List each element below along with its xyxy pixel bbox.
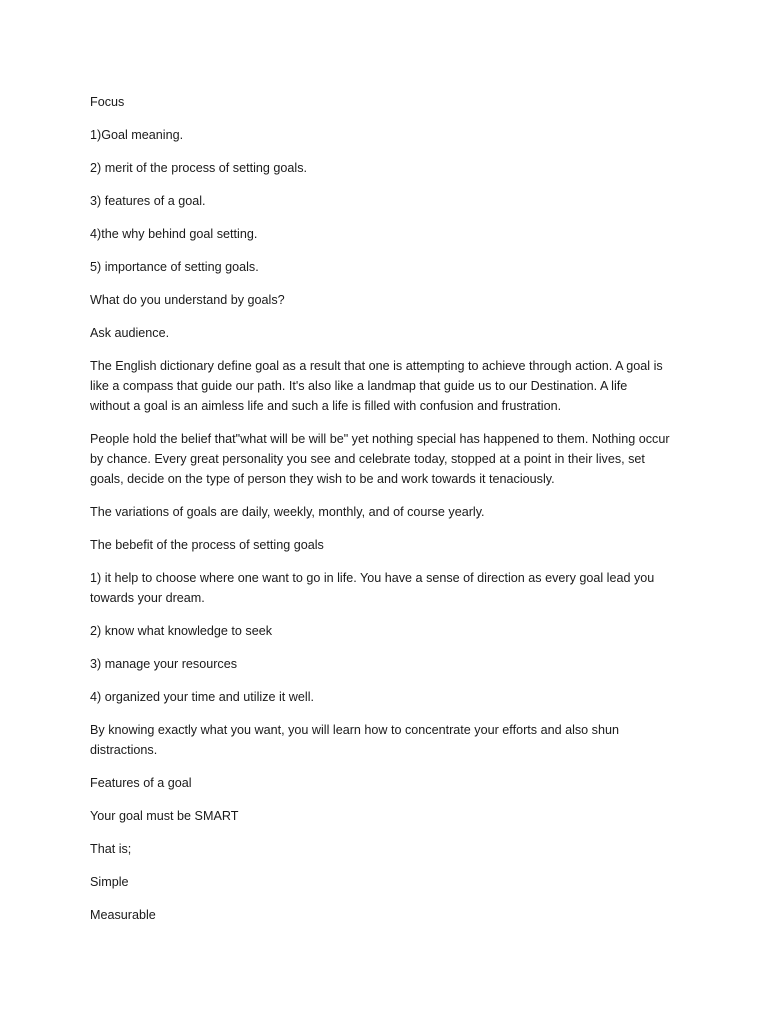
focus-item-merit: 2) merit of the process of setting goals.	[90, 161, 307, 175]
features-heading: Features of a goal	[90, 776, 192, 790]
belief-paragraph: People hold the belief that"what will be will be" yet nothing special has happened to them. Nothing occur by chance. Every great personality you see and celebrate today, stopped at a point in their lives, set goals, decide on the type of person they wish to be and work towards it tenaciously.	[90, 432, 670, 486]
focus-item-goal-meaning: 1)Goal meaning.	[90, 128, 184, 142]
benefit-item-4: 4) organized your time and utilize it well.	[90, 690, 314, 704]
focus-item-features: 3) features of a goal.	[90, 194, 206, 208]
ask-audience-paragraph: Ask audience.	[90, 326, 170, 340]
variations-paragraph: The variations of goals are daily, weekly, monthly, and of course yearly.	[90, 505, 485, 519]
focus-item-why: 4)the why behind goal setting.	[90, 227, 258, 241]
benefit-item-3: 3) manage your resources	[90, 657, 237, 671]
focus-paragraph: By knowing exactly what you want, you will learn how to concentrate your efforts and also shun distractions.	[90, 723, 619, 757]
focus-item-importance: 5) importance of setting goals.	[90, 260, 259, 274]
that-is-paragraph: That is;	[90, 842, 132, 856]
benefit-item-2: 2) know what knowledge to seek	[90, 624, 273, 638]
smart-simple: Simple	[90, 875, 129, 889]
question-paragraph: What do you understand by goals?	[90, 293, 285, 307]
definition-paragraph: The English dictionary define goal as a result that one is attempting to achieve through action. A goal is like a compass that guide our path. It's also like a landmap that guide us to our Destination. A life without a goal is an aimless life and such a life is filled with confusion and frustration.	[90, 359, 663, 413]
smart-measurable: Measurable	[90, 908, 156, 922]
benefit-heading: The bebefit of the process of setting goals	[90, 538, 324, 552]
document-body	[90, 92, 670, 938]
smart-paragraph: Your goal must be SMART	[90, 809, 239, 823]
heading-focus: Focus	[90, 95, 125, 109]
benefit-item-1: 1) it help to choose where one want to go in life. You have a sense of direction as every goal lead you towards your dream.	[90, 571, 655, 605]
